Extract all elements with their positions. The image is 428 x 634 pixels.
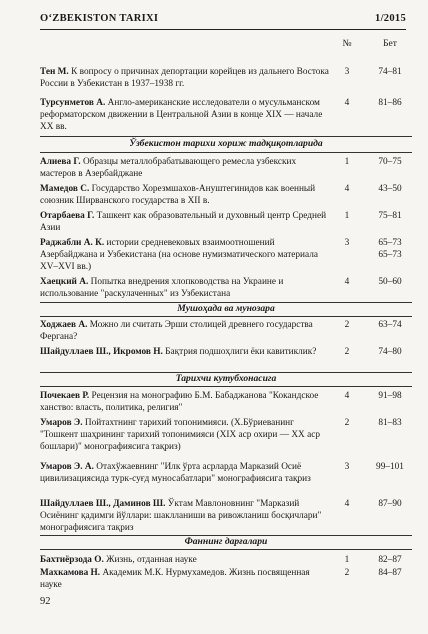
entry-pages: 63–74 <box>378 320 402 330</box>
entry-issue: 1 <box>344 211 350 221</box>
entry-author: Шайдуллаев Ш., Икромов Н. <box>40 347 163 357</box>
entry-pages: 82–87 <box>378 555 402 565</box>
column-number-header: № <box>342 39 352 49</box>
entry-pages: 75–81 <box>378 211 402 221</box>
section-heading: Фаннинг дарғалари <box>184 536 268 547</box>
entry-title: Пойтахтнинг тарихий топонимияси. (Х.Бўриеванинг "Тошкент шаҳрининг тарихий топонимияси (XIX аср охири — XX аср бошлари)" монографиясига тақриз) <box>40 418 320 453</box>
list-item <box>40 66 332 90</box>
entry-pages: 99–101 <box>376 462 404 472</box>
list-item <box>40 554 332 566</box>
list-item <box>40 390 332 414</box>
list-item <box>40 567 332 591</box>
list-item <box>40 210 332 234</box>
section-rule <box>40 386 412 387</box>
entry-issue: 1 <box>344 555 350 565</box>
entry-pages-repeat: 65–73 <box>378 250 402 260</box>
entry-author: Раджабли А. К. <box>40 238 105 248</box>
entry-author: Тен М. <box>40 67 69 77</box>
entry-pages: 74–81 <box>378 67 402 77</box>
list-item <box>40 417 332 454</box>
entry-title: Ўктам Мавлоновнинг "Марказий Осиёнинг қадимги йўллари: шаклланиши ва ривожланиш босқичлари" монографиясига тақриз <box>40 499 322 534</box>
entry-title: Академик М.К. Нурмухамедов. Жизнь посвященная науке <box>40 568 310 591</box>
entry-issue: 3 <box>344 462 350 472</box>
entry-issue: 4 <box>344 98 350 108</box>
entry-pages: 87–90 <box>378 499 402 509</box>
entry-author: Мамедов С. <box>40 184 90 194</box>
section-rule <box>40 316 412 317</box>
entry-author: Алиева Г. <box>40 157 81 167</box>
list-item <box>40 97 332 134</box>
entry-author: Почекаев Р. <box>40 391 90 401</box>
entry-title: Можно ли считать Эрши столицей древнего государства Ферганa? <box>40 320 313 343</box>
column-page-header: Бет <box>383 39 397 49</box>
section-rule <box>40 152 412 153</box>
issue-number: 1/2015 <box>375 13 406 24</box>
entry-author: Ходжаев А. <box>40 320 88 330</box>
list-item <box>40 461 332 485</box>
entry-author: Махкамова Н. <box>40 568 101 578</box>
entry-title: Бақтрия подшоҳлиги ёки кавитиклик? <box>165 347 317 357</box>
entry-title: Попытка внедрения хлопководства на Украине и использование "раскулаченных" из Узбекистана <box>40 277 284 300</box>
entry-pages: 70–75 <box>378 157 402 167</box>
entry-title: истории средневековых взаимоотношений Азербайджана и Узбекистана (на основе нумизматического материала XV–XVI вв.) <box>40 238 318 273</box>
entry-pages: 74–80 <box>378 347 402 357</box>
list-item <box>40 237 332 274</box>
entry-issue: 2 <box>344 568 350 578</box>
entry-author: Бахтиёрзода О. <box>40 555 104 565</box>
entry-pages: 50–60 <box>378 277 402 287</box>
entry-title: Рецензия на монографию Б.М. Бабаджанова "Кокандское ханство: власть, политика, религия" <box>40 391 319 414</box>
entry-author: Шайдуллаев Ш., Даминов Ш. <box>40 499 166 509</box>
entry-issue: 4 <box>344 499 350 509</box>
entry-author: Умаров Э. А. <box>40 462 94 472</box>
entry-pages: 84–87 <box>378 568 402 578</box>
entry-author: Хаецкий А. <box>40 277 89 287</box>
entry-pages: 81–86 <box>378 98 402 108</box>
section-heading: Ўзбекистон тарихи хориж тадқиқотларида <box>129 138 323 149</box>
entry-author: Отарбаева Г. <box>40 211 95 221</box>
entry-issue: 4 <box>344 391 350 401</box>
journal-title: O‘ZBEKISTON TARIXI <box>40 13 159 24</box>
entry-title: Отахўжаевнинг "Илк ўрта асрларда Марказий Осиё цивилизациясида турк-суғд муносабатлари" монографиясига тақриз <box>40 462 311 485</box>
entry-author: Умаров Э. <box>40 418 83 428</box>
list-item <box>40 276 332 300</box>
entry-author: Турсунметов А. <box>40 98 106 108</box>
list-item <box>40 156 332 180</box>
entry-issue: 4 <box>344 184 350 194</box>
entry-title: Англо-американские исследователи о мусульманском реформаторском движении в Центральной Азии в конце XIX — начале XX вв. <box>40 98 323 133</box>
entry-issue: 2 <box>344 320 350 330</box>
running-header <box>40 11 406 30</box>
section-rule <box>40 136 412 137</box>
list-item <box>40 346 332 358</box>
column-headers <box>0 39 428 53</box>
list-item <box>40 319 332 343</box>
entry-title: Жизнь, отданная науке <box>106 555 197 565</box>
entry-pages: 43–50 <box>378 184 402 194</box>
entry-pages: 91–98 <box>378 391 402 401</box>
entry-title: Государство Хорезмшахов-Ануштегинидов как военный союзник Ширванского государства в XII в. <box>40 184 316 207</box>
section-heading: Мушоҳада ва мунозара <box>177 303 275 314</box>
entry-issue: 3 <box>344 67 350 77</box>
list-item <box>40 498 332 535</box>
entry-title: Ташкент как образовательный и духовный центр Средней Азии <box>40 211 327 234</box>
entry-title: Образцы металлобрабатывающего ремесла узбекских мастеров в Азербайджане <box>40 157 297 180</box>
entry-title: К вопросу о причинах депортации корейцев из дальнего Востока России в Узбекистан в 1937–1938 гг. <box>40 67 329 90</box>
entry-issue: 1 <box>344 157 350 167</box>
page-number: 92 <box>40 596 51 607</box>
section-heading: Тарихчи кутубхонасига <box>175 373 277 384</box>
entry-issue: 4 <box>344 277 350 287</box>
entry-issue: 3 <box>344 238 350 248</box>
entry-issue: 2 <box>344 418 350 428</box>
list-item <box>40 183 332 207</box>
section-rule <box>40 549 412 550</box>
entry-pages: 65–73 <box>378 238 402 248</box>
entry-pages: 81–83 <box>378 418 402 428</box>
entry-issue: 2 <box>344 347 350 357</box>
